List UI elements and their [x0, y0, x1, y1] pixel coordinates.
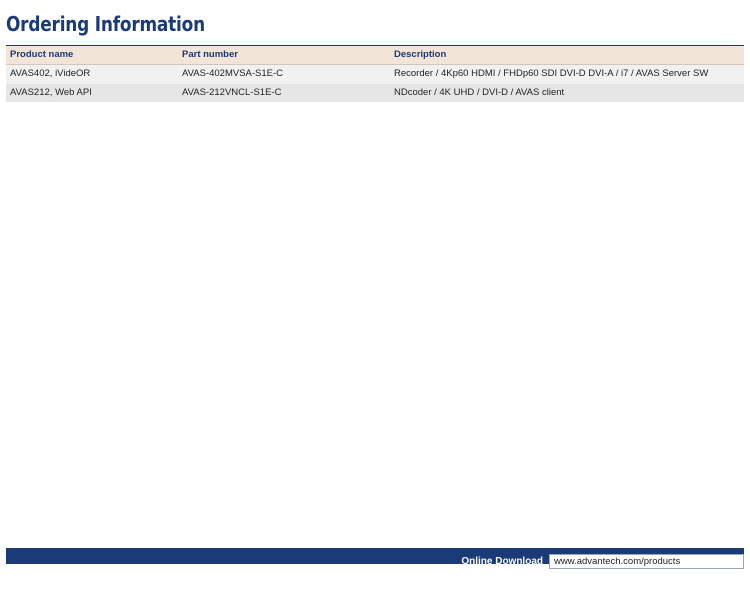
table-row [6, 84, 744, 102]
table-body [6, 65, 744, 102]
page-title: Ordering Information [6, 12, 205, 36]
cell-part-number: AVAS-212VNCL-S1E-C [178, 84, 390, 102]
download-url-box[interactable] [549, 554, 744, 569]
table-header-row [6, 46, 744, 65]
cell-product-name: AVAS402, iVideOR [6, 65, 178, 84]
cell-part-number: AVAS-402MVSA-S1E-C [178, 65, 390, 84]
cell-product-name: AVAS212, Web API [6, 84, 178, 102]
cell-description: Recorder / 4Kp60 HDMI / FHDp60 SDI DVI-D DVI-A / i7 / AVAS Server SW [390, 65, 744, 84]
column-header-part-number: Part number [178, 46, 390, 65]
table-row [6, 65, 744, 84]
online-download-label: Online Download [461, 556, 543, 567]
footer-content [6, 553, 744, 570]
column-header-product-name: Product name [6, 46, 178, 65]
download-url-text: www.advantech.com/products [554, 556, 681, 567]
column-header-description: Description [390, 46, 744, 65]
ordering-information-table [6, 45, 744, 102]
table-header [6, 46, 744, 65]
cell-description: NDcoder / 4K UHD / DVI-D / AVAS client [390, 84, 744, 102]
